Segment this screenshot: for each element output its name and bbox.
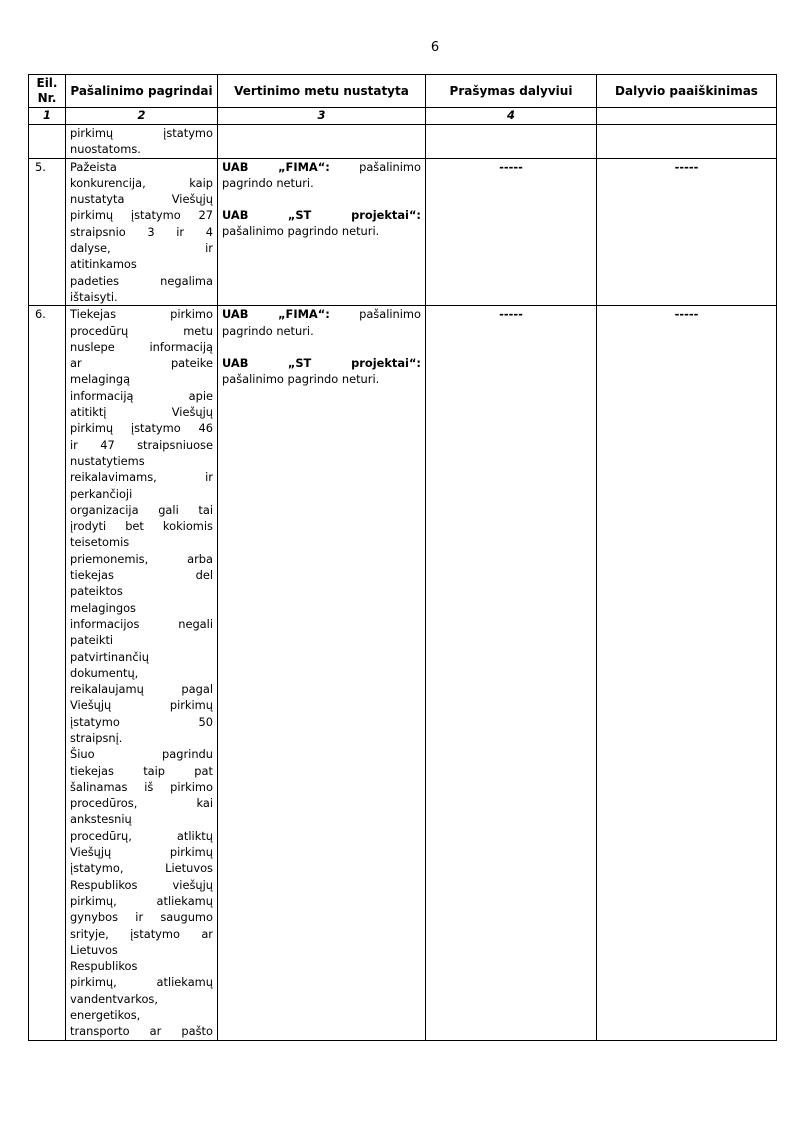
ground-text-line: pirkimų įstatymo bbox=[70, 126, 213, 140]
findings-cell bbox=[218, 158, 426, 306]
ground-text-line: pirkimų įstatymo 27 bbox=[70, 208, 213, 223]
column-number: 3 bbox=[218, 108, 426, 125]
company-name: „ST projektai“: bbox=[287, 208, 421, 223]
explanation-cell bbox=[597, 125, 777, 159]
request-cell bbox=[426, 125, 597, 159]
ground-text-line: procedūros, kai bbox=[70, 796, 213, 811]
ground-text-line: priemonemis, arba bbox=[70, 551, 213, 566]
ground-text-line: Respublikos bbox=[70, 959, 138, 974]
header-request-to-participant: Prašymas dalyviui bbox=[426, 75, 597, 108]
ground-text-line: procedūrų, atliktų bbox=[70, 828, 213, 843]
ground-text-line: nustatyta Viešųjų bbox=[70, 192, 213, 207]
ground-text-cell bbox=[66, 125, 218, 159]
row-index: 6. bbox=[29, 306, 66, 1040]
ground-text-line: dalyse, ir bbox=[70, 241, 213, 256]
column-number: 4 bbox=[426, 108, 597, 125]
ground-text-line: reikalavimams, ir bbox=[70, 470, 213, 485]
explanation-cell: ----- bbox=[597, 306, 777, 1040]
header-exclusion-grounds: Pašalinimo pagrindai bbox=[66, 75, 218, 108]
ground-text-line: šalinamas iš pirkimo bbox=[70, 779, 213, 794]
company-name: UAB bbox=[222, 355, 249, 370]
ground-text-line: straipsnio 3 ir 4 bbox=[70, 224, 213, 239]
page-number: 6 bbox=[430, 40, 440, 55]
ground-text-line: tiekejas taip pat bbox=[70, 763, 213, 778]
ground-text-line: vandentvarkos, bbox=[70, 991, 158, 1006]
findings-cell bbox=[218, 306, 426, 1040]
ground-text-line: transporto ar pašto bbox=[70, 1024, 213, 1039]
company-name: „ST projektai“: bbox=[287, 355, 421, 370]
ground-text-line: nustatytiems bbox=[70, 453, 145, 468]
ground-text-line: straipsnį. bbox=[70, 730, 123, 745]
column-number: 2 bbox=[66, 108, 218, 125]
header-index: Eil. Nr. bbox=[29, 75, 66, 108]
ground-text-line: įstatymo 50 bbox=[70, 714, 213, 729]
ground-text-line: pirkimų įstatymo 46 bbox=[70, 421, 213, 436]
request-cell: ----- bbox=[426, 306, 597, 1040]
ground-text-line: srityje, įstatymo ar bbox=[70, 926, 213, 941]
finding-fima: UAB „FIMA“: pašalinimo bbox=[222, 307, 421, 322]
ground-text-line: ir 47 straipsniuose bbox=[70, 437, 213, 452]
table-row-continued bbox=[29, 125, 777, 159]
column-number-row bbox=[29, 108, 777, 125]
ground-text-line: organizacija gali tai bbox=[70, 502, 213, 517]
ground-text-line: tiekejas del bbox=[70, 568, 213, 583]
ground-text-line: gynybos ir saugumo bbox=[70, 910, 213, 925]
ground-text-cell bbox=[66, 158, 218, 306]
ground-text-line: informaciją apie bbox=[70, 388, 213, 403]
table-row-6 bbox=[29, 306, 777, 1040]
finding-st-projektai bbox=[222, 207, 421, 223]
ground-text-line: Pažeista bbox=[70, 159, 117, 174]
ground-text-line: pateikti bbox=[70, 633, 114, 648]
ground-text-line: nuslepe informaciją bbox=[70, 339, 213, 354]
finding-fima: UAB „FIMA“: pašalinimo bbox=[222, 159, 421, 174]
table-row-5 bbox=[29, 158, 777, 306]
ground-text-line: atitinkamos bbox=[70, 257, 137, 272]
findings-cell bbox=[218, 125, 426, 159]
ground-text-line: konkurencija, kaip bbox=[70, 175, 213, 190]
ground-text-line: pirkimų, atliekamų bbox=[70, 975, 213, 990]
finding-fima-cont: pagrindo neturi. bbox=[222, 323, 314, 338]
ground-text-line: pirkimų, atliekamų bbox=[70, 893, 213, 908]
ground-text-line: melagingą bbox=[70, 372, 131, 387]
ground-text-line: Respublikos viešųjų bbox=[70, 877, 213, 892]
ground-text-line: patvirtinančių bbox=[70, 649, 149, 664]
ground-text-line: padeties negalima bbox=[70, 273, 213, 288]
ground-text-line: teisetomis bbox=[70, 535, 130, 550]
company-name: UAB „FIMA“: bbox=[222, 159, 330, 174]
row-index-cell bbox=[29, 125, 66, 159]
ground-text-cell bbox=[66, 306, 218, 1040]
finding-st-projektai bbox=[222, 355, 421, 371]
ground-text-line: Lietuvos bbox=[70, 942, 118, 957]
ground-text-line: reikalaujamų pagal bbox=[70, 682, 213, 697]
ground-text-line: dokumentų, bbox=[70, 665, 139, 680]
explanation-cell: ----- bbox=[597, 158, 777, 306]
ground-text-line: įrodyti bet kokiomis bbox=[70, 519, 213, 534]
ground-text-line: melagingos bbox=[70, 600, 136, 615]
ground-text-line: pateiktos bbox=[70, 584, 123, 599]
request-cell: ----- bbox=[426, 158, 597, 306]
ground-text-line: procedūrų metu bbox=[70, 323, 213, 338]
table-header-row bbox=[29, 75, 777, 108]
ground-text-line: Šiuo pagrindu bbox=[70, 747, 213, 762]
company-name: UAB bbox=[222, 208, 249, 223]
ground-text-line: ankstesnių bbox=[70, 812, 132, 827]
row-index: 5. bbox=[29, 158, 66, 306]
ground-text-line: energetikos, bbox=[70, 1008, 141, 1023]
ground-text-line: nuostatoms. bbox=[70, 142, 141, 157]
ground-text-line: Viešųjų pirkimų bbox=[70, 845, 213, 860]
header-evaluation-findings: Vertinimo metu nustatyta bbox=[218, 75, 426, 108]
exclusion-grounds-table bbox=[28, 74, 777, 1041]
company-name: UAB „FIMA“: bbox=[222, 307, 330, 322]
ground-text-line: įstatymo, Lietuvos bbox=[70, 861, 213, 876]
header-participant-explanation: Dalyvio paaiškinimas bbox=[597, 75, 777, 108]
finding-st-projektai-text: pašalinimo pagrindo neturi. bbox=[222, 224, 380, 239]
column-number bbox=[597, 108, 777, 125]
ground-text-line: Tiekejas pirkimo bbox=[70, 307, 213, 322]
ground-text-line: Viešųjų pirkimų bbox=[70, 698, 213, 713]
column-number: 1 bbox=[29, 108, 66, 125]
ground-text-line: ištaisyti. bbox=[70, 289, 118, 304]
finding-fima-cont: pagrindo neturi. bbox=[222, 175, 314, 190]
ground-text-line: perkančioji bbox=[70, 486, 133, 501]
ground-text-line: informacijos negali bbox=[70, 616, 213, 631]
finding-st-projektai-text: pašalinimo pagrindo neturi. bbox=[222, 372, 380, 387]
ground-text-line: ar pateike bbox=[70, 356, 213, 371]
ground-text-line: atitiktį Viešųjų bbox=[70, 405, 213, 420]
